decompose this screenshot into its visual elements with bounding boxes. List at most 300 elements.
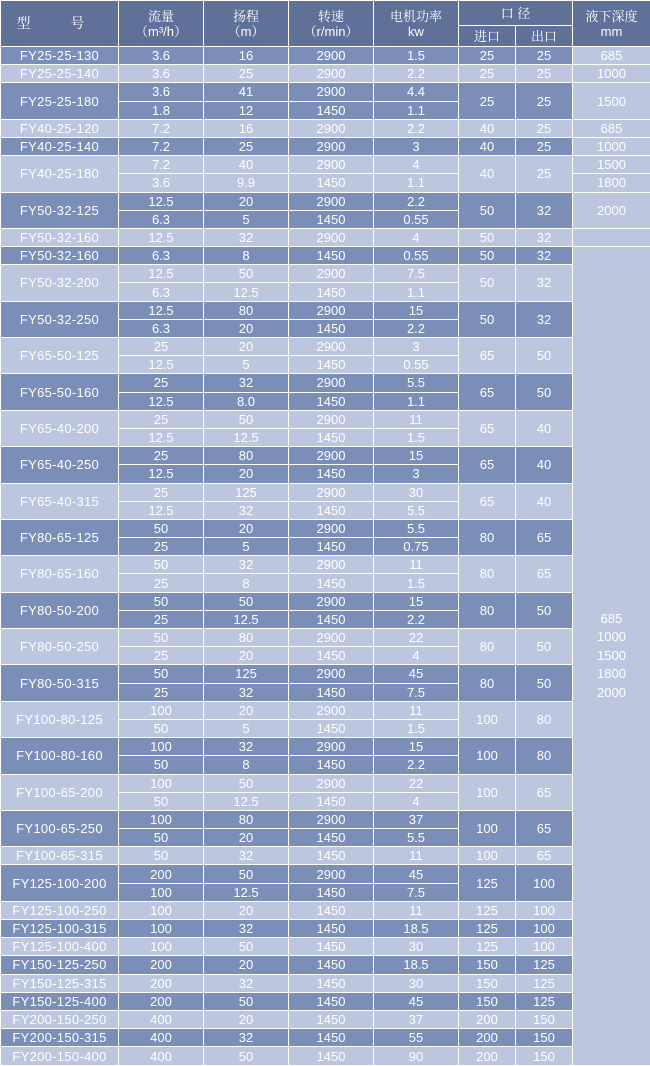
flow-cell: 50: [119, 756, 204, 774]
head-cell: 5: [204, 210, 289, 228]
outlet-cell: 50: [516, 629, 573, 665]
head-cell: 20: [204, 338, 289, 356]
head-cell: 5: [204, 538, 289, 556]
inlet-cell: 40: [459, 156, 516, 192]
model-cell: FY125-100-315: [1, 920, 119, 938]
flow-cell: 50: [119, 829, 204, 847]
outlet-cell: 40: [516, 483, 573, 519]
speed-cell: 2900: [289, 519, 374, 537]
head-cell: 32: [204, 228, 289, 246]
speed-cell: 1450: [289, 501, 374, 519]
head-cell: 16: [204, 47, 289, 65]
speed-cell: 1450: [289, 610, 374, 628]
head-cell: 32: [204, 974, 289, 992]
power-cell: 4.4: [374, 83, 459, 101]
model-cell: FY50-32-200: [1, 265, 119, 301]
head-cell: 8: [204, 574, 289, 592]
flow-cell: 50: [119, 556, 204, 574]
head-cell: 50: [204, 865, 289, 883]
head-cell: 20: [204, 647, 289, 665]
flow-cell: 7.2: [119, 137, 204, 155]
inlet-cell: 100: [459, 701, 516, 737]
power-cell: 0.55: [374, 247, 459, 265]
speed-cell: 1450: [289, 938, 374, 956]
flow-cell: 12.5: [119, 501, 204, 519]
speed-cell: 1450: [289, 920, 374, 938]
model-cell: FY200-150-400: [1, 1047, 119, 1066]
outlet-cell: 80: [516, 701, 573, 737]
head-cell: 12.5: [204, 883, 289, 901]
outlet-cell: 125: [516, 992, 573, 1010]
head-cell: 20: [204, 829, 289, 847]
head-cell: 25: [204, 137, 289, 155]
inlet-cell: 50: [459, 247, 516, 265]
flow-cell: 50: [119, 792, 204, 810]
outlet-cell: 40: [516, 447, 573, 483]
depth-stack-value: 1000: [597, 629, 626, 645]
depth-stack-value: 685: [600, 610, 623, 626]
speed-cell: 1450: [289, 683, 374, 701]
header-depth-label: 液下深度: [585, 8, 638, 24]
power-cell: 55: [374, 1029, 459, 1047]
inlet-cell: 150: [459, 956, 516, 974]
model-cell: FY50-32-125: [1, 192, 119, 228]
flow-cell: 25: [119, 374, 204, 392]
flow-cell: 400: [119, 1047, 204, 1066]
depth-cell: [573, 228, 650, 246]
depth-cell: 1000: [573, 137, 650, 155]
power-cell: 4: [374, 228, 459, 246]
head-cell: 80: [204, 629, 289, 647]
flow-cell: 6.3: [119, 283, 204, 301]
flow-cell: 200: [119, 974, 204, 992]
flow-cell: 7.2: [119, 119, 204, 137]
flow-cell: 100: [119, 774, 204, 792]
table-body: [1, 47, 650, 1066]
power-cell: 18.5: [374, 956, 459, 974]
table-row: [1, 447, 650, 465]
flow-cell: 50: [119, 719, 204, 737]
speed-cell: 1450: [289, 719, 374, 737]
header-speed-label: 转速: [317, 8, 344, 24]
power-cell: 7.5: [374, 683, 459, 701]
outlet-cell: 125: [516, 956, 573, 974]
speed-cell: 1450: [289, 538, 374, 556]
head-cell: 20: [204, 192, 289, 210]
header-model: [1, 1, 119, 47]
header-model-label: 型 号: [16, 15, 103, 31]
outlet-cell: 150: [516, 1047, 573, 1066]
speed-cell: 1450: [289, 574, 374, 592]
power-cell: 5.5: [374, 374, 459, 392]
table-row: [1, 774, 650, 792]
table-row: [1, 956, 650, 974]
power-cell: 15: [374, 592, 459, 610]
power-cell: 15: [374, 738, 459, 756]
flow-cell: 25: [119, 447, 204, 465]
power-cell: 1.5: [374, 47, 459, 65]
power-cell: 2.2: [374, 65, 459, 83]
power-cell: 2.2: [374, 756, 459, 774]
head-cell: 16: [204, 119, 289, 137]
inlet-cell: 25: [459, 83, 516, 119]
flow-cell: 200: [119, 956, 204, 974]
head-cell: 40: [204, 156, 289, 174]
speed-cell: 2900: [289, 810, 374, 828]
flow-cell: 25: [119, 338, 204, 356]
head-cell: 32: [204, 683, 289, 701]
outlet-cell: 65: [516, 519, 573, 555]
outlet-cell: 65: [516, 810, 573, 846]
speed-cell: 2900: [289, 410, 374, 428]
head-cell: 12: [204, 101, 289, 119]
outlet-cell: 125: [516, 974, 573, 992]
header-head-label: 扬程: [232, 8, 259, 24]
model-cell: FY150-125-250: [1, 956, 119, 974]
flow-cell: 12.5: [119, 228, 204, 246]
speed-cell: 2900: [289, 592, 374, 610]
flow-cell: 3.6: [119, 83, 204, 101]
inlet-cell: 25: [459, 65, 516, 83]
speed-cell: 1450: [289, 1047, 374, 1066]
header-flow: [119, 1, 204, 47]
power-cell: 11: [374, 901, 459, 919]
table-row: [1, 810, 650, 828]
speed-cell: 2900: [289, 119, 374, 137]
inlet-cell: 40: [459, 119, 516, 137]
speed-cell: 1450: [289, 1010, 374, 1028]
speed-cell: 1450: [289, 756, 374, 774]
outlet-cell: 50: [516, 592, 573, 628]
flow-cell: 25: [119, 574, 204, 592]
model-cell: FY50-32-160: [1, 247, 119, 265]
speed-cell: 2900: [289, 156, 374, 174]
inlet-cell: 100: [459, 847, 516, 865]
model-cell: FY65-40-315: [1, 483, 119, 519]
flow-cell: 12.5: [119, 265, 204, 283]
outlet-cell: 40: [516, 410, 573, 446]
model-cell: FY125-100-400: [1, 938, 119, 956]
table-row: [1, 738, 650, 756]
table-row: [1, 556, 650, 574]
model-cell: FY100-65-200: [1, 774, 119, 810]
speed-cell: 2900: [289, 83, 374, 101]
speed-cell: 1450: [289, 974, 374, 992]
outlet-cell: 100: [516, 938, 573, 956]
table-row: [1, 701, 650, 719]
head-cell: 50: [204, 774, 289, 792]
flow-cell: 100: [119, 901, 204, 919]
model-cell: FY100-80-160: [1, 738, 119, 774]
power-cell: 37: [374, 1010, 459, 1028]
model-cell: FY80-50-200: [1, 592, 119, 628]
depth-cell: 1500: [573, 83, 650, 119]
flow-cell: 6.3: [119, 319, 204, 337]
table-row: [1, 410, 650, 428]
header-outlet: 出口: [516, 26, 573, 47]
speed-cell: 1450: [289, 101, 374, 119]
inlet-cell: 100: [459, 738, 516, 774]
head-cell: 32: [204, 1029, 289, 1047]
power-cell: 18.5: [374, 920, 459, 938]
inlet-cell: 100: [459, 810, 516, 846]
speed-cell: 1450: [289, 210, 374, 228]
model-cell: FY100-80-125: [1, 701, 119, 737]
power-cell: 1.1: [374, 283, 459, 301]
flow-cell: 400: [119, 1029, 204, 1047]
table-row: [1, 483, 650, 501]
speed-cell: 1450: [289, 283, 374, 301]
flow-cell: 7.2: [119, 156, 204, 174]
power-cell: 2.2: [374, 610, 459, 628]
model-cell: FY125-100-250: [1, 901, 119, 919]
power-cell: 1.5: [374, 574, 459, 592]
flow-cell: 100: [119, 738, 204, 756]
speed-cell: 2900: [289, 701, 374, 719]
outlet-cell: 50: [516, 665, 573, 701]
table-row: [1, 992, 650, 1010]
inlet-cell: 125: [459, 938, 516, 956]
table-row: [1, 901, 650, 919]
model-cell: FY50-32-160: [1, 228, 119, 246]
speed-cell: 1450: [289, 319, 374, 337]
model-cell: FY200-150-250: [1, 1010, 119, 1028]
outlet-cell: 50: [516, 374, 573, 410]
outlet-cell: 100: [516, 920, 573, 938]
power-cell: 15: [374, 447, 459, 465]
depth-cell: 1500: [573, 156, 650, 174]
power-cell: 1.1: [374, 101, 459, 119]
speed-cell: 1450: [289, 392, 374, 410]
power-cell: 3: [374, 338, 459, 356]
head-cell: 80: [204, 447, 289, 465]
flow-cell: 12.5: [119, 392, 204, 410]
power-cell: 30: [374, 974, 459, 992]
flow-cell: 12.5: [119, 465, 204, 483]
power-cell: 1.1: [374, 174, 459, 192]
flow-cell: 100: [119, 810, 204, 828]
speed-cell: 1450: [289, 647, 374, 665]
speed-cell: 2900: [289, 265, 374, 283]
inlet-cell: 200: [459, 1047, 516, 1066]
power-cell: 45: [374, 992, 459, 1010]
head-cell: 20: [204, 956, 289, 974]
model-cell: FY25-25-130: [1, 47, 119, 65]
header-depth-unit: mm: [600, 23, 623, 39]
flow-cell: 50: [119, 629, 204, 647]
inlet-cell: 80: [459, 556, 516, 592]
model-cell: FY25-25-180: [1, 83, 119, 119]
head-cell: 32: [204, 501, 289, 519]
power-cell: 4: [374, 647, 459, 665]
flow-cell: 100: [119, 920, 204, 938]
table-row: [1, 847, 650, 865]
inlet-cell: 125: [459, 865, 516, 901]
model-cell: FY100-65-315: [1, 847, 119, 865]
header-speed-unit: （r/min）: [303, 23, 359, 39]
outlet-cell: 32: [516, 228, 573, 246]
model-cell: FY50-32-250: [1, 301, 119, 337]
head-cell: 50: [204, 410, 289, 428]
speed-cell: 1450: [289, 428, 374, 446]
head-cell: 9.9: [204, 174, 289, 192]
flow-cell: 25: [119, 538, 204, 556]
power-cell: 3: [374, 137, 459, 155]
depth-cell: 685: [573, 47, 650, 65]
model-cell: FY150-125-315: [1, 974, 119, 992]
header-power: [374, 1, 459, 47]
outlet-cell: 32: [516, 301, 573, 337]
power-cell: 0.55: [374, 210, 459, 228]
speed-cell: 1450: [289, 465, 374, 483]
flow-cell: 25: [119, 683, 204, 701]
power-cell: 0.75: [374, 538, 459, 556]
head-cell: 8: [204, 247, 289, 265]
inlet-cell: 25: [459, 47, 516, 65]
table-row: [1, 83, 650, 101]
head-cell: 32: [204, 847, 289, 865]
flow-cell: 12.5: [119, 192, 204, 210]
speed-cell: 1450: [289, 829, 374, 847]
model-cell: FY80-50-315: [1, 665, 119, 701]
header-depth: [573, 1, 650, 47]
flow-cell: 6.3: [119, 210, 204, 228]
flow-cell: 200: [119, 992, 204, 1010]
power-cell: 45: [374, 665, 459, 683]
speed-cell: 2900: [289, 374, 374, 392]
table-row: [1, 920, 650, 938]
head-cell: 41: [204, 83, 289, 101]
outlet-cell: 32: [516, 247, 573, 265]
flow-cell: 12.5: [119, 301, 204, 319]
head-cell: 12.5: [204, 428, 289, 446]
head-cell: 50: [204, 938, 289, 956]
header-head-unit: （m）: [227, 23, 265, 39]
flow-cell: 25: [119, 483, 204, 501]
header-power-label: 电机功率: [389, 8, 442, 24]
table-row: [1, 629, 650, 647]
outlet-cell: 65: [516, 847, 573, 865]
depth-cell: 1000: [573, 65, 650, 83]
power-cell: 30: [374, 938, 459, 956]
power-cell: 4: [374, 156, 459, 174]
inlet-cell: 50: [459, 192, 516, 228]
inlet-cell: 150: [459, 974, 516, 992]
inlet-cell: 65: [459, 338, 516, 374]
speed-cell: 1450: [289, 1029, 374, 1047]
header-flow-label: 流量: [147, 8, 174, 24]
flow-cell: 50: [119, 847, 204, 865]
flow-cell: 50: [119, 665, 204, 683]
power-cell: 5.5: [374, 501, 459, 519]
table-row: [1, 119, 650, 137]
table-row: [1, 301, 650, 319]
header-inlet: 进口: [459, 26, 516, 47]
head-cell: 50: [204, 592, 289, 610]
head-cell: 5: [204, 356, 289, 374]
head-cell: 80: [204, 301, 289, 319]
power-cell: 7.5: [374, 265, 459, 283]
outlet-cell: 25: [516, 65, 573, 83]
speed-cell: 2900: [289, 774, 374, 792]
power-cell: 11: [374, 847, 459, 865]
table-row: [1, 938, 650, 956]
inlet-cell: 50: [459, 228, 516, 246]
outlet-cell: 150: [516, 1010, 573, 1028]
speed-cell: 1450: [289, 847, 374, 865]
power-cell: 22: [374, 629, 459, 647]
outlet-cell: 100: [516, 865, 573, 901]
depth-stack-value: 1500: [597, 647, 626, 663]
inlet-cell: 65: [459, 410, 516, 446]
depth-cell: 2000: [573, 192, 650, 228]
outlet-cell: 100: [516, 901, 573, 919]
speed-cell: 2900: [289, 137, 374, 155]
speed-cell: 2900: [289, 301, 374, 319]
table-row: [1, 228, 650, 246]
outlet-cell: 80: [516, 738, 573, 774]
table-row: [1, 374, 650, 392]
header-caliber: 口 径: [459, 1, 573, 26]
inlet-cell: 50: [459, 301, 516, 337]
outlet-cell: 50: [516, 338, 573, 374]
power-cell: 1.5: [374, 719, 459, 737]
speed-cell: 2900: [289, 865, 374, 883]
flow-cell: 25: [119, 610, 204, 628]
outlet-cell: 65: [516, 774, 573, 810]
flow-cell: 100: [119, 883, 204, 901]
speed-cell: 1450: [289, 901, 374, 919]
speed-cell: 2900: [289, 447, 374, 465]
model-cell: FY80-65-160: [1, 556, 119, 592]
power-cell: 5.5: [374, 829, 459, 847]
model-cell: FY25-25-140: [1, 65, 119, 83]
speed-cell: 1450: [289, 992, 374, 1010]
table-row: [1, 137, 650, 155]
flow-cell: 50: [119, 592, 204, 610]
table-row: [1, 247, 650, 265]
header-power-unit: kw: [408, 23, 424, 39]
speed-cell: 1450: [289, 247, 374, 265]
depth-stack-value: 1800: [597, 666, 626, 682]
speed-cell: 2900: [289, 738, 374, 756]
table-row: [1, 665, 650, 683]
head-cell: 32: [204, 374, 289, 392]
model-cell: FY125-100-200: [1, 865, 119, 901]
depth-cell: 1800: [573, 174, 650, 192]
depth-cell: 685: [573, 119, 650, 137]
head-cell: 32: [204, 920, 289, 938]
model-cell: FY65-50-125: [1, 338, 119, 374]
inlet-cell: 150: [459, 992, 516, 1010]
inlet-cell: 80: [459, 665, 516, 701]
speed-cell: 2900: [289, 47, 374, 65]
flow-cell: 25: [119, 410, 204, 428]
table-row: [1, 265, 650, 283]
speed-cell: 2900: [289, 228, 374, 246]
flow-cell: 3.6: [119, 174, 204, 192]
head-cell: 125: [204, 483, 289, 501]
power-cell: 2.2: [374, 119, 459, 137]
inlet-cell: 65: [459, 374, 516, 410]
speed-cell: 1450: [289, 883, 374, 901]
head-cell: 50: [204, 1047, 289, 1066]
power-cell: 90: [374, 1047, 459, 1066]
speed-cell: 2900: [289, 629, 374, 647]
table-row: [1, 1010, 650, 1028]
outlet-cell: 65: [516, 556, 573, 592]
inlet-cell: 65: [459, 483, 516, 519]
